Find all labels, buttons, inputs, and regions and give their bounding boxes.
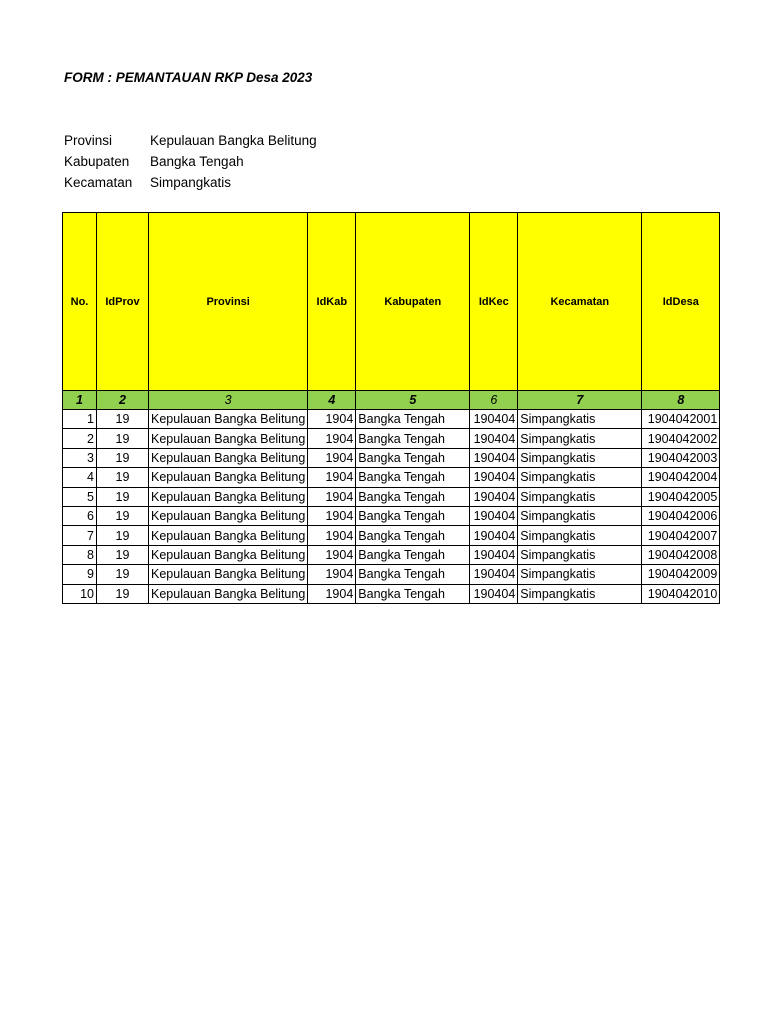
info-value: Kepulauan Bangka Belitung: [150, 133, 317, 148]
table-row: [63, 468, 720, 487]
cell-kecamatan: Simpangkatis: [518, 448, 642, 467]
cell-provinsi: Kepulauan Bangka Belitung: [149, 468, 308, 487]
cell-idprov: 19: [97, 565, 149, 584]
table-row: [63, 506, 720, 525]
info-row-kabupaten: [64, 151, 317, 172]
cell-provinsi: Kepulauan Bangka Belitung: [149, 410, 308, 429]
cell-idkab: 1904: [308, 468, 356, 487]
cell-iddesa: 1904042005: [642, 487, 720, 506]
cell-kabupaten: Bangka Tengah: [356, 429, 470, 448]
location-info: [64, 130, 317, 193]
cell-kecamatan: Simpangkatis: [518, 565, 642, 584]
cell-kabupaten: Bangka Tengah: [356, 526, 470, 545]
cell-no: 9: [63, 565, 97, 584]
header-provinsi: Provinsi: [149, 213, 308, 391]
cell-idkec: 190404: [470, 565, 518, 584]
table-row: [63, 487, 720, 506]
cell-no: 4: [63, 468, 97, 487]
cell-provinsi: Kepulauan Bangka Belitung: [149, 429, 308, 448]
cell-kabupaten: Bangka Tengah: [356, 487, 470, 506]
column-number: 6: [470, 391, 518, 410]
cell-idkab: 1904: [308, 565, 356, 584]
cell-no: 6: [63, 506, 97, 525]
column-number: 1: [63, 391, 97, 410]
cell-iddesa: 1904042003: [642, 448, 720, 467]
cell-kecamatan: Simpangkatis: [518, 526, 642, 545]
cell-kabupaten: Bangka Tengah: [356, 506, 470, 525]
header-idkec: IdKec: [470, 213, 518, 391]
cell-idprov: 19: [97, 545, 149, 564]
cell-kecamatan: Simpangkatis: [518, 584, 642, 603]
cell-iddesa: 1904042007: [642, 526, 720, 545]
cell-idprov: 19: [97, 429, 149, 448]
table-row: [63, 565, 720, 584]
cell-kecamatan: Simpangkatis: [518, 468, 642, 487]
table-row: [63, 448, 720, 467]
cell-iddesa: 1904042001: [642, 410, 720, 429]
info-label: Kecamatan: [64, 175, 133, 190]
cell-idkec: 190404: [470, 429, 518, 448]
table-row: [63, 545, 720, 564]
cell-idkec: 190404: [470, 526, 518, 545]
cell-idkec: 190404: [470, 448, 518, 467]
column-number: 3: [149, 391, 308, 410]
column-number: 8: [642, 391, 720, 410]
cell-idprov: 19: [97, 526, 149, 545]
info-value: Simpangkatis: [150, 175, 232, 190]
cell-idprov: 19: [97, 468, 149, 487]
cell-provinsi: Kepulauan Bangka Belitung: [149, 565, 308, 584]
cell-no: 7: [63, 526, 97, 545]
info-row-provinsi: [64, 130, 317, 151]
cell-idkab: 1904: [308, 487, 356, 506]
cell-idkab: 1904: [308, 506, 356, 525]
cell-idkec: 190404: [470, 468, 518, 487]
cell-kabupaten: Bangka Tengah: [356, 448, 470, 467]
header-kabupaten: Kabupaten: [356, 213, 470, 391]
column-number: 2: [97, 391, 149, 410]
cell-idkab: 1904: [308, 429, 356, 448]
cell-iddesa: 1904042009: [642, 565, 720, 584]
cell-kecamatan: Simpangkatis: [518, 545, 642, 564]
cell-idkec: 190404: [470, 545, 518, 564]
cell-iddesa: 1904042002: [642, 429, 720, 448]
cell-no: 1: [63, 410, 97, 429]
cell-idkec: 190404: [470, 506, 518, 525]
cell-kecamatan: Simpangkatis: [518, 506, 642, 525]
cell-kecamatan: Simpangkatis: [518, 429, 642, 448]
column-number: 5: [356, 391, 470, 410]
cell-iddesa: 1904042010: [642, 584, 720, 603]
info-label: Provinsi: [64, 133, 113, 148]
cell-provinsi: Kepulauan Bangka Belitung: [149, 506, 308, 525]
cell-kabupaten: Bangka Tengah: [356, 468, 470, 487]
cell-idkec: 190404: [470, 410, 518, 429]
cell-idprov: 19: [97, 448, 149, 467]
cell-provinsi: Kepulauan Bangka Belitung: [149, 448, 308, 467]
header-idprov: IdProv: [97, 213, 149, 391]
table-row: [63, 410, 720, 429]
header-idkab: IdKab: [308, 213, 356, 391]
cell-idkab: 1904: [308, 526, 356, 545]
info-label: Kabupaten: [64, 154, 130, 169]
table-row: [63, 526, 720, 545]
cell-idkab: 1904: [308, 584, 356, 603]
cell-iddesa: 1904042008: [642, 545, 720, 564]
column-number-row: [63, 391, 720, 410]
header-kecamatan: Kecamatan: [518, 213, 642, 391]
cell-provinsi: Kepulauan Bangka Belitung: [149, 584, 308, 603]
cell-iddesa: 1904042004: [642, 468, 720, 487]
cell-provinsi: Kepulauan Bangka Belitung: [149, 526, 308, 545]
cell-iddesa: 1904042006: [642, 506, 720, 525]
header-no: No.: [63, 213, 97, 391]
cell-kecamatan: Simpangkatis: [518, 410, 642, 429]
info-row-kecamatan: [64, 172, 317, 193]
cell-idkec: 190404: [470, 584, 518, 603]
cell-kabupaten: Bangka Tengah: [356, 565, 470, 584]
form-title: FORM : PEMANTAUAN RKP Desa 2023: [64, 70, 313, 85]
column-number: 4: [308, 391, 356, 410]
cell-idprov: 19: [97, 506, 149, 525]
header-row: [63, 213, 720, 391]
info-value: Bangka Tengah: [150, 154, 244, 169]
cell-idprov: 19: [97, 584, 149, 603]
cell-provinsi: Kepulauan Bangka Belitung: [149, 545, 308, 564]
cell-kecamatan: Simpangkatis: [518, 487, 642, 506]
cell-idprov: 19: [97, 487, 149, 506]
cell-no: 8: [63, 545, 97, 564]
cell-idprov: 19: [97, 410, 149, 429]
column-number: 7: [518, 391, 642, 410]
cell-idkec: 190404: [470, 487, 518, 506]
header-iddesa: IdDesa: [642, 213, 720, 391]
cell-no: 5: [63, 487, 97, 506]
cell-no: 10: [63, 584, 97, 603]
cell-no: 2: [63, 429, 97, 448]
table-row: [63, 584, 720, 603]
cell-idkab: 1904: [308, 410, 356, 429]
cell-no: 3: [63, 448, 97, 467]
cell-kabupaten: Bangka Tengah: [356, 410, 470, 429]
cell-kabupaten: Bangka Tengah: [356, 545, 470, 564]
cell-idkab: 1904: [308, 448, 356, 467]
cell-provinsi: Kepulauan Bangka Belitung: [149, 487, 308, 506]
cell-kabupaten: Bangka Tengah: [356, 584, 470, 603]
cell-idkab: 1904: [308, 545, 356, 564]
monitoring-table: [62, 212, 720, 604]
table-row: [63, 429, 720, 448]
